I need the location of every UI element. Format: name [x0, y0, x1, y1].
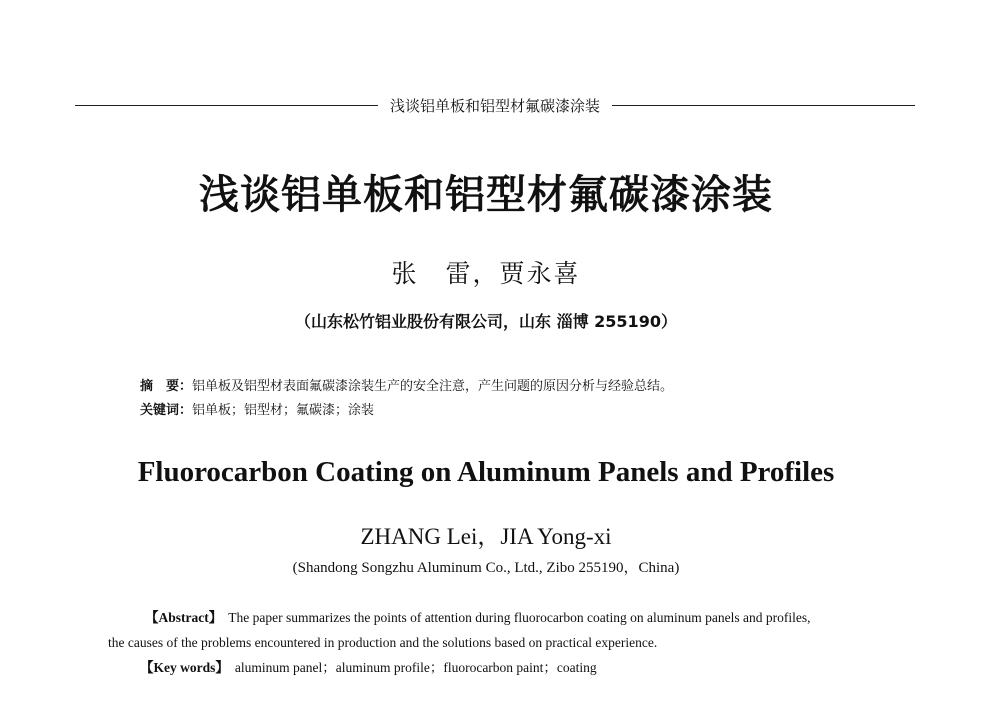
keywords-english: [140, 658, 597, 678]
abstract-english-text-1: The paper summarizes the points of attention during fluorocarbon coating on aluminum panels and profiles,: [228, 610, 811, 625]
abstract-english-label: 【Abstract】: [145, 610, 223, 625]
abstract-chinese-label: 摘 要：: [140, 379, 193, 394]
abstract-english-line-1: [145, 608, 810, 628]
affiliation-english: (Shandong Songzhu Aluminum Co., Ltd., Zibo 255190，China): [292, 560, 680, 576]
running-header-title: 浅谈铝单板和铝型材氟碳漆涂装: [390, 96, 601, 115]
authors-english: ZHANG Lei，JIA Yong-xi: [360, 524, 612, 549]
abstract-english-line-2: the causes of the problems encountered in production and the solutions based on practical experience.: [108, 635, 658, 650]
affiliation-chinese: （山东松竹铝业股份有限公司，山东 淄博 255190）: [295, 312, 677, 331]
header-rule-left: [75, 105, 378, 106]
title-chinese: 浅谈铝单板和铝型材氟碳漆涂装: [199, 171, 773, 218]
header-rule-right: [612, 105, 915, 106]
keywords-chinese-text: 铝单板；铝型材；氟碳漆；涂装: [192, 403, 375, 418]
running-header: [75, 95, 915, 115]
abstract-chinese-text: 铝单板及铝型材表面氟碳漆涂装生产的安全注意，产生问题的原因分析与经验总结。: [192, 379, 674, 394]
keywords-chinese: [140, 401, 374, 421]
authors-chinese: 张 雷，贾永喜: [391, 259, 581, 288]
title-english: Fluorocarbon Coating on Aluminum Panels and Profiles: [137, 456, 835, 488]
keywords-english-label: 【Key words】: [140, 660, 229, 675]
keywords-english-text: aluminum panel；aluminum profile；fluorocarbon paint；coating: [234, 660, 597, 675]
keywords-chinese-label: 关键词：: [140, 403, 193, 418]
abstract-chinese: [140, 377, 673, 397]
